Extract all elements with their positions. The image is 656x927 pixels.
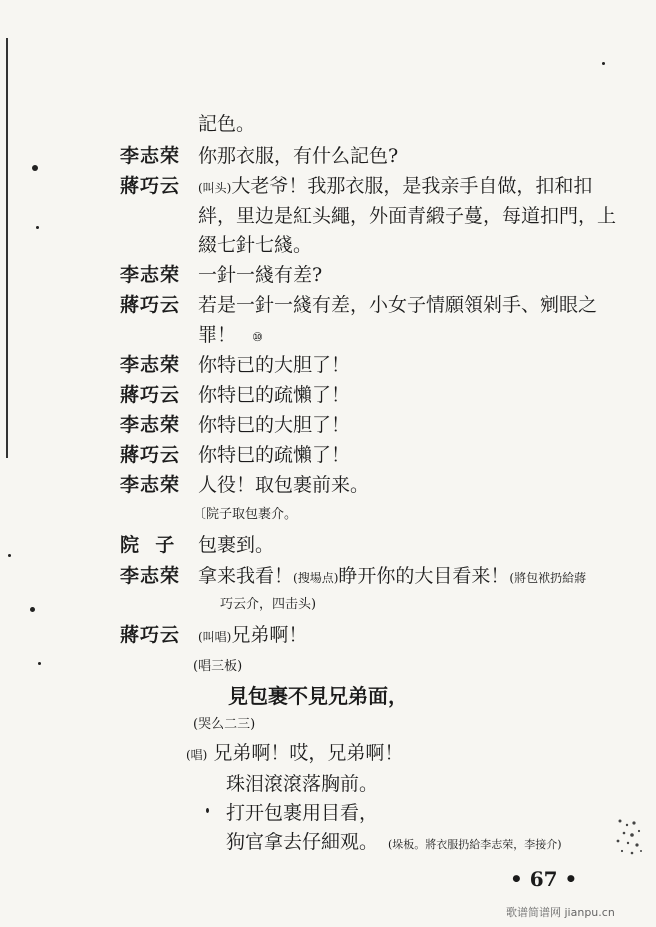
watermark: 歌谱简谱网 jianpu.cn bbox=[506, 906, 615, 919]
lyric-line bbox=[226, 833, 562, 852]
dialogue-line bbox=[198, 567, 586, 586]
speaker-name: 院 子 bbox=[120, 534, 176, 556]
footnote-marker: ⑩ bbox=[252, 330, 263, 344]
stage-direction-text: (唱) bbox=[186, 748, 208, 762]
dialogue-text: 拿来我看！ bbox=[198, 565, 294, 587]
speaker-name: 李志荣 bbox=[120, 145, 181, 167]
dialogue-text: 記色。 bbox=[198, 113, 256, 135]
page-number: • 67 • bbox=[510, 867, 578, 891]
speaker-name: 李志荣 bbox=[120, 354, 181, 376]
dialogue-line bbox=[198, 626, 307, 645]
dialogue-text: 大老爷！我那衣服，是我亲手自做，扣和扣 bbox=[231, 175, 593, 197]
speck-mark bbox=[32, 165, 38, 171]
stage-direction-text: (搜場点) bbox=[293, 571, 339, 585]
dialogue-text: 你特巳的大胆了！ bbox=[198, 414, 351, 436]
lyric-text: 見包裹不見兄弟面， bbox=[228, 684, 408, 708]
dialogue-text: 包裹到。 bbox=[198, 534, 275, 556]
stage-direction-text: (叫头) bbox=[198, 181, 232, 195]
dialogue-text bbox=[198, 326, 263, 345]
stage-direction-text: 巧云介，四击头) bbox=[220, 597, 317, 612]
dialogue-text: 綴七針七綫。 bbox=[198, 234, 313, 256]
speck-mark bbox=[30, 607, 35, 612]
ink-smudge bbox=[612, 815, 646, 857]
lyric-line bbox=[186, 744, 403, 763]
lyric-text: 兄弟啊！哎，兄弟啊！ bbox=[213, 742, 404, 764]
speaker-name: 李志荣 bbox=[120, 414, 181, 436]
dialogue-text: 人役！取包裹前来。 bbox=[198, 474, 370, 496]
speck-mark bbox=[38, 662, 41, 665]
page-edge-rule bbox=[6, 38, 8, 458]
stage-direction bbox=[198, 177, 592, 196]
dialogue-text: 睁开你的大目看来！ bbox=[338, 565, 510, 587]
speaker-name: 李志荣 bbox=[120, 565, 181, 587]
speaker-name: 蔣巧云 bbox=[120, 444, 181, 466]
lyric-text: 珠泪滾滾落胸前。 bbox=[226, 773, 379, 795]
stage-direction-text: 〔院子取包裹介。 bbox=[193, 507, 298, 522]
lyric-text: 狗官拿去仔細观。 bbox=[226, 831, 379, 853]
stage-direction-text: (唱三板) bbox=[193, 659, 243, 674]
stage-direction-text: (將包袱扔給蔣 bbox=[509, 571, 587, 585]
dialogue-text: 一針一綫有差? bbox=[198, 264, 323, 286]
dialogue-text: 兄弟啊！ bbox=[231, 624, 308, 646]
dialogue-text: 你特巳的疏懶了！ bbox=[198, 444, 351, 466]
stage-direction-text: (哭么二三) bbox=[193, 717, 256, 732]
speaker-name: 李志荣 bbox=[120, 264, 181, 286]
speck-mark bbox=[8, 554, 11, 557]
stage-direction-text: (垛板。將衣服扔給李志荣，李接介) bbox=[388, 838, 562, 851]
lyric-text: 打开包裹用目看， bbox=[226, 802, 379, 824]
dialogue-text: 絆，里边是紅头繩，外面青緞子蔓，每道扣門，上 bbox=[198, 205, 617, 227]
dialogue-text: 你特巳的疏懶了！ bbox=[198, 384, 351, 406]
speaker-name: 蔣巧云 bbox=[120, 624, 181, 646]
stage-direction-text: (叫唱) bbox=[198, 630, 232, 644]
speaker-name: 李志荣 bbox=[120, 474, 181, 496]
dialogue-text: 若是一針一綫有差，小女子情願領剁手、剜眼之 bbox=[198, 294, 598, 316]
speck-mark bbox=[36, 226, 39, 229]
dialogue-text: 你特已的大胆了！ bbox=[198, 354, 351, 376]
dialogue-text: 罪！ bbox=[198, 324, 237, 346]
speaker-name: 蔣巧云 bbox=[120, 384, 181, 406]
speck-mark bbox=[206, 808, 209, 813]
speck-mark bbox=[602, 62, 605, 65]
speaker-name: 蔣巧云 bbox=[120, 294, 181, 316]
dialogue-text: 你那衣服，有什么記色? bbox=[198, 145, 399, 167]
speaker-name: 蔣巧云 bbox=[120, 175, 181, 197]
